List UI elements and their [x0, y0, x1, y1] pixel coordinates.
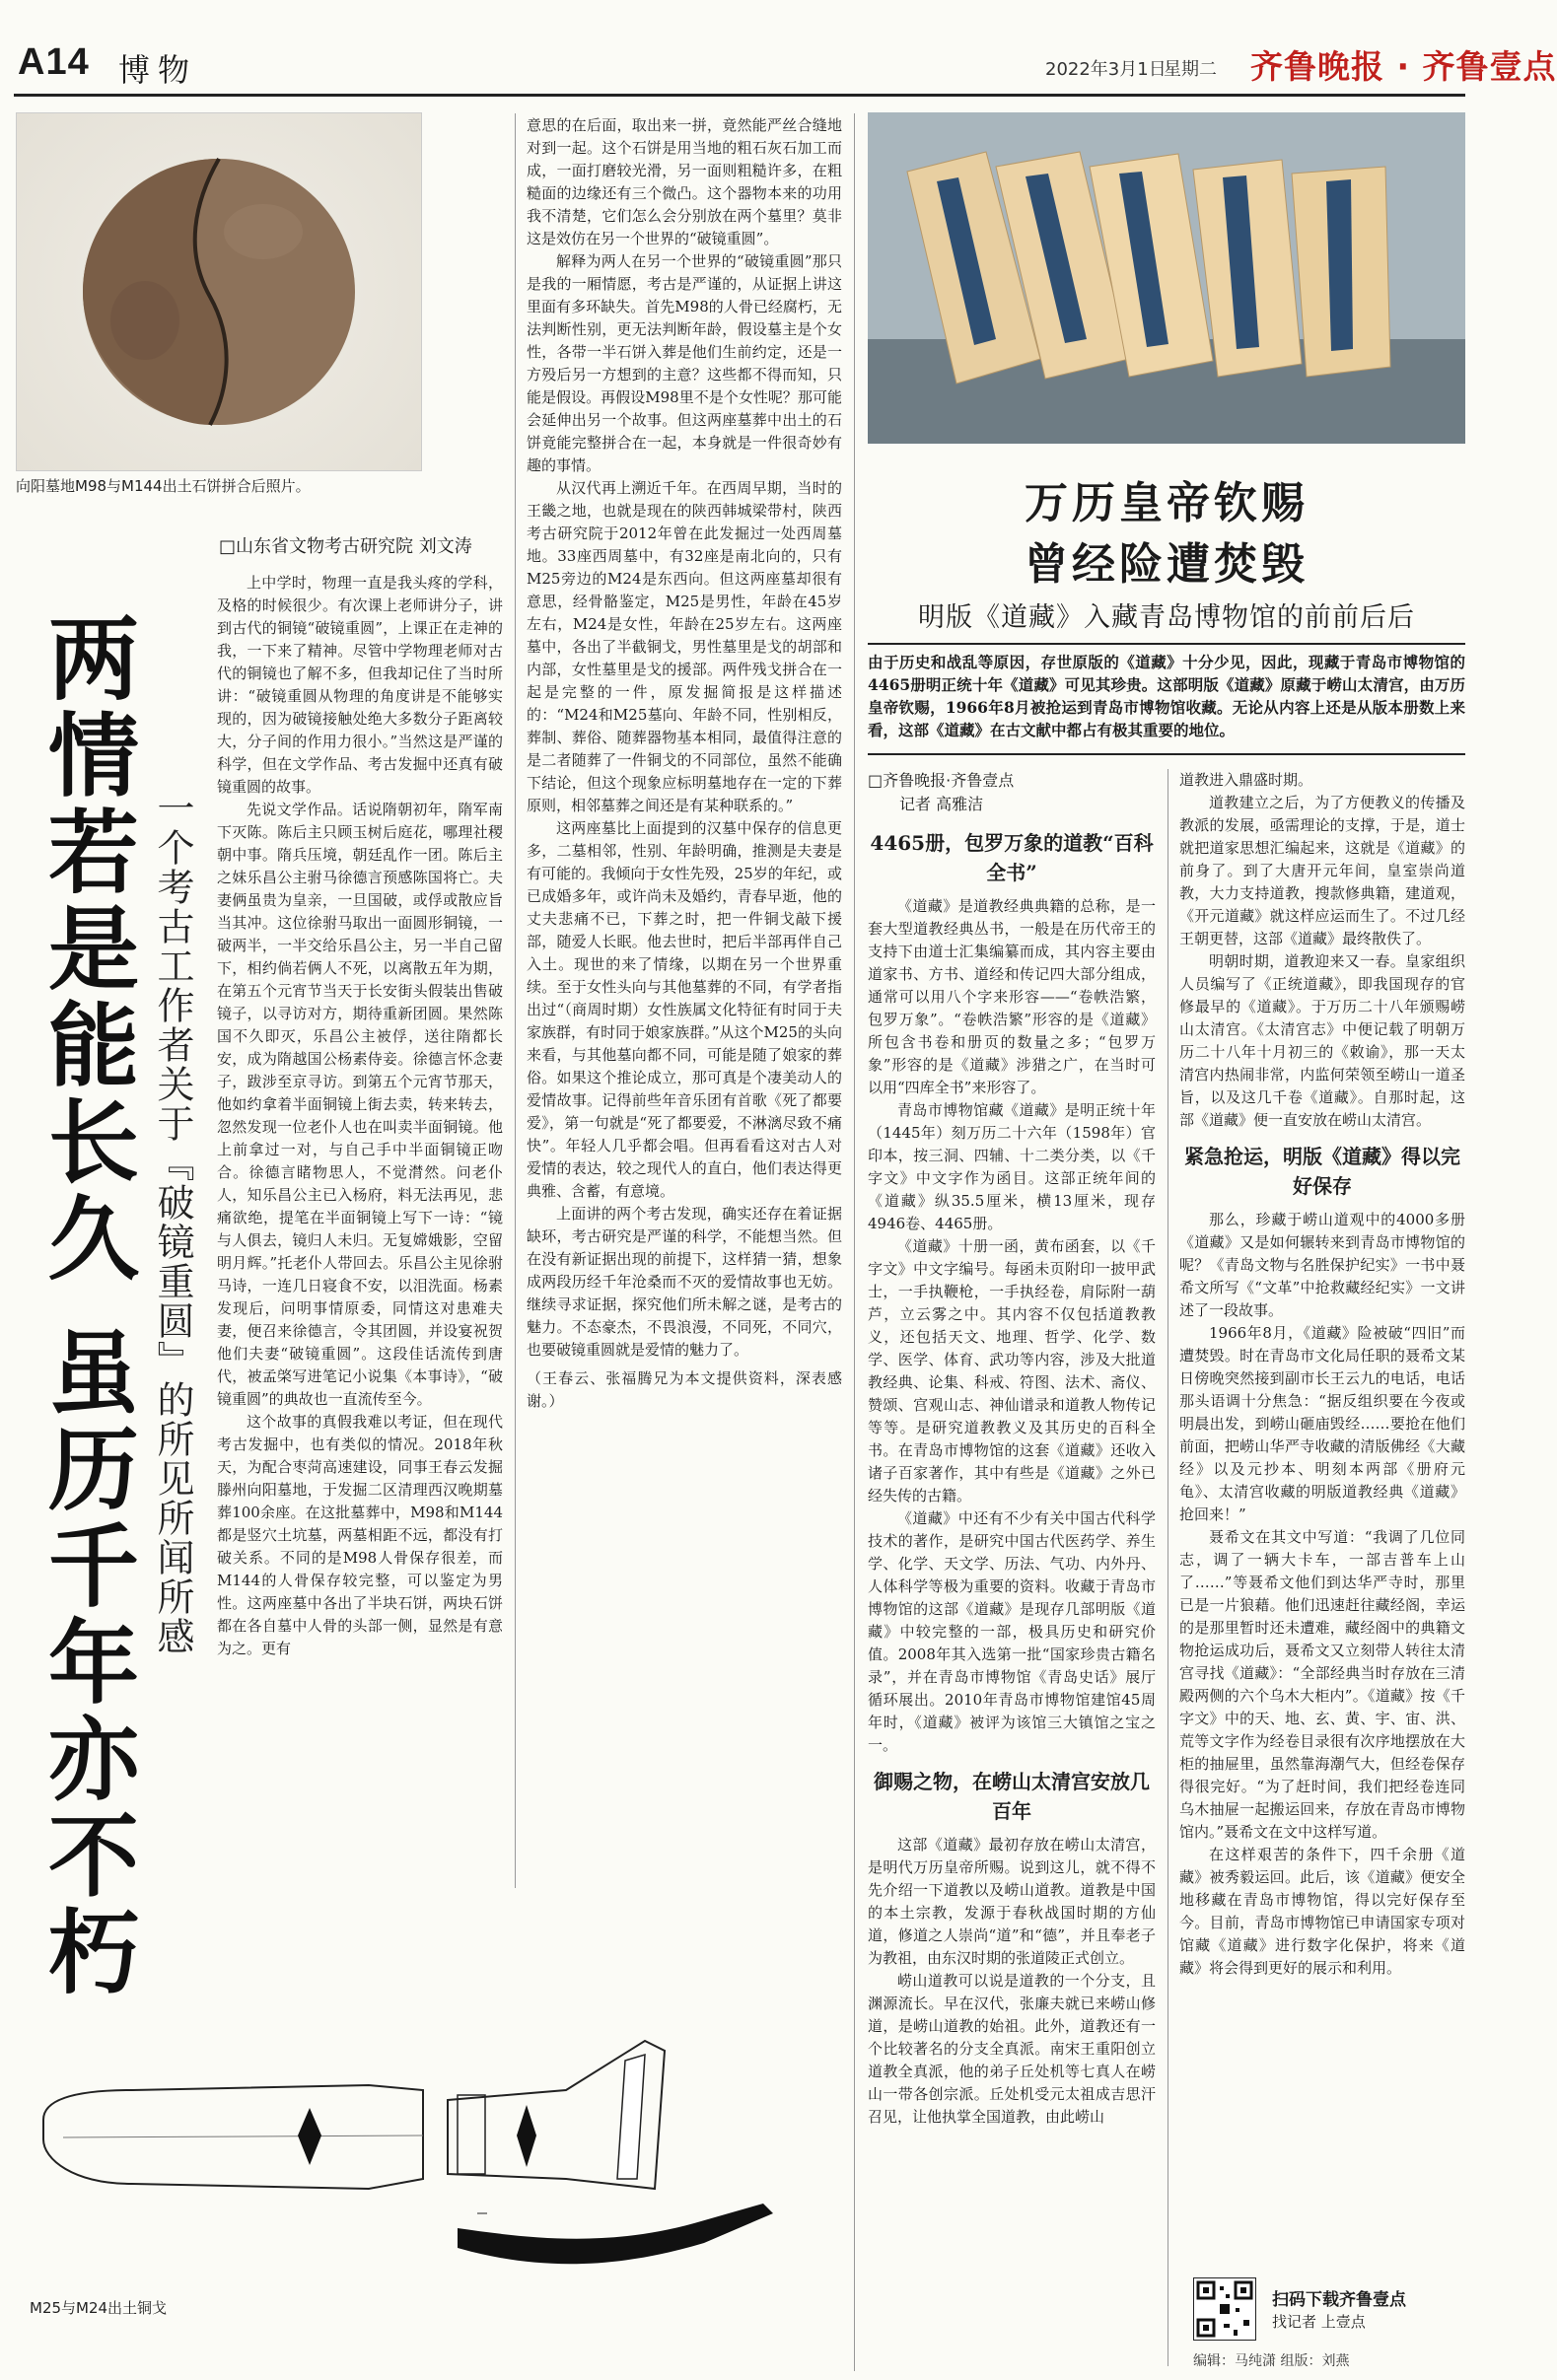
stone-cake-caption: 向阳墓地M98与M144出土石饼拼合后照片。 [16, 477, 311, 495]
editor-credit: 编辑：马纯潇 组版：刘燕 [1193, 2353, 1350, 2369]
paragraph: 《道藏》中还有不少有关中国古代科学技术的著作，是研究中国古代医药学、养生学、化学、天文学、历法、气功、内外丹、人体科学等极为重要的资料。收藏于青岛市博物馆的这部《道藏》是现存几部明版《道藏》中较完整的一部，极具历史和研究价值。2008年其入选第一批“国家珍贵古籍名录”，并在青岛市博物馆《青岛史话》展厅循环展出。2010年青岛市博物馆建馆45周年时，《道藏》被评为该馆三大镇馆之宝之一。 [868, 1509, 1156, 1754]
daozang-books-illustration [868, 112, 1465, 444]
intro-rule-top [868, 643, 1465, 645]
qr-code[interactable] [1193, 2277, 1256, 2341]
subheading: 御赐之物，在崂山太清宫安放几百年 [874, 1770, 1150, 1823]
subheading: 4465册，包罗万象的道教“百科全书” [870, 831, 1154, 884]
paragraph: 从汉代再上溯近千年。在西周早期，当时的王畿之地，也就是现在的陕西韩城梁带村，陕西考古研究院于2012年曾在此发掘过一处西周墓地。33座西周墓中，有32座是南北向的，只有M25旁边的M24是东西向。但这两座墓却很有意思，经骨骼鉴定，M25是男性，年龄在45岁左右，M24是女性，年龄在25岁左右。这两座墓中，各出了半截铜戈，男性墓里是戈的胡部和内部，女性墓里是戈的援部。两件残戈拼合在一起是完整的一件，原发掘简报是这样描述的：“M24和M25墓向、年龄不同，性别相反，葬制、葬俗、随葬器物基本相同，最值得注意的是二者随葬了一件铜戈的不同部位，虽然不能确下结论，但这个现象应标明墓地存在一定的下葬原则，相邻墓葬之间还是有某种联系的。” [527, 479, 842, 814]
paragraph: 崂山道教可以说是道教的一个分支，且渊源流长。早在汉代，张廉夫就已来崂山修道，是崂山道教的始祖。此外，道教还有一个比较著名的分支全真派。南宋王重阳创立道教全真派，他的弟子丘处机等七真人在崂山一带各创宗派。丘处机受元太祖成吉思汗召见，让他执掌全国道教，由此崂山 [868, 1972, 1156, 2126]
article-right-headline [868, 473, 1465, 595]
article-left-column-1 [217, 572, 503, 1893]
paragraph: 那么，珍藏于崂山道观中的4000多册《道藏》又是如何辗转来到青岛市博物馆的呢？《青岛文物与名胜保护纪实》一书中聂希文所写《“文革”中抢救藏经纪实》一文讲述了一段故事。 [1179, 1211, 1465, 1319]
stone-cake-photo [16, 112, 422, 471]
qr-reporter-text: 找记者 上壹点 [1272, 2313, 1366, 2331]
article-right-byline [868, 769, 1014, 816]
byline-outlet: □齐鲁晚报·齐鲁壹点 [868, 771, 1015, 790]
brand-logo: 齐鲁晚报 · 齐鲁壹点 [1250, 47, 1557, 86]
paragraph: 道教建立之后，为了方便教义的传播及教派的发展，亟需理论的支撑，于是，道士就把道家思想汇编起来，这就是《道藏》的前身了。到了大唐开元年间，皇室崇尚道教，大力支持道教，搜款修典籍，建道观，《开元道藏》就这样应运而生了。不过几经王朝更替，这部《道藏》最终散佚了。 [1179, 794, 1465, 947]
bronze-ge-caption: M25与M24出土铜戈 [30, 2299, 168, 2317]
article-left-column-2 [527, 114, 842, 1889]
bronze-ge-drawing [14, 1992, 862, 2317]
qr-download-text: 扫码下载齐鲁壹点 [1272, 2290, 1406, 2310]
qr-code-icon [1194, 2278, 1255, 2340]
intro-rule-bottom [868, 753, 1465, 755]
article-left-byline: □山东省文物考古研究院 刘文涛 [219, 536, 472, 557]
section-name: 博物 [118, 51, 198, 89]
paragraph: 上中学时，物理一直是我头疼的学科，及格的时候很少。有次课上老师讲分子，讲到古代的铜镜“破镜重圆”，上课正在走神的我，一下来了精神。尽管中学物理老师对古代的铜镜也了解不多，但我却记住了当时所讲：“破镜重圆从物理的角度讲是不能够实现的，因为破镜接触处绝大多数分子距离较大，分子间的作用力很小。”当然这是严谨的科学，但在文学作品、考古发掘中还真有破镜重圆的故事。 [217, 574, 503, 796]
paragraph: 1966年8月，《道藏》险被破“四旧”而遭焚毁。时在青岛市文化局任职的聂希文某日傍晚突然接到副市长王云九的电话，电话那头语调十分焦急：“据反组织要在今夜或明晨出发，到崂山砸庙毁经……要抢在他们前面，把崂山华严寺收藏的清版佛经《大藏经》以及元抄本、明刻本两部《册府元龟》、太清宫收藏的明版道教经典《道藏》抢回来！” [1179, 1324, 1465, 1523]
paragraph: 这个故事的真假我难以考证，但在现代考古发掘中，也有类似的情况。2018年秋天，为配合枣菏高速建设，同事王春云发掘滕州向阳墓地，于发掘二区清理西汉晚期墓葬100余座。在这批墓葬中，M98和M144都是竖穴土坑墓，两墓相距不远，都没有打破关系。不同的是M98人骨保存很差，而M144的人骨保存较完整，可以鉴定为男性。这两座墓中各出了半块石饼，两块石饼都在各自墓中人骨的头部一侧，显然是有意为之。更有 [217, 1413, 503, 1657]
masthead-rule [14, 94, 1465, 97]
article-left-headline: 两情若是能长久 虽历千年亦不朽 [34, 611, 140, 2002]
headline-line-2: 曾经险遭焚毁 [1025, 539, 1309, 590]
bronze-ge-illustration [14, 1992, 862, 2297]
stone-cake-illustration [17, 113, 421, 470]
paragraph: 青岛市博物馆藏《道藏》是明正统十年（1445年）刻万历二十六年（1598年）官印本，按三洞、四辅、十二类分类，以《千字文》中文字作为函目。这部正统年间的《道藏》纵35.5厘米，横13厘米，现存4946卷、4465册。 [868, 1101, 1156, 1232]
column-divider [515, 113, 516, 1888]
paragraph: 《道藏》十册一函，黄布函套，以《千字文》中文字编号。每函未页附印一披甲武士，一手执鞭枪，一手执经卷，肩际附一葫芦，立云雾之中。其内容不仅包括道教教义，还包括天文、地理、哲学、化学、数学、医学、体育、武功等内容，涉及大批道教经典、论集、科戒、符图、法术、斋仪、赞颂、宫观山志、神仙谱录和道教人物传记等等。是研究道教教义及其历史的百科全书。在青岛市博物馆的这套《道藏》还收入诸子百家著作，其中有些是《道藏》之外已经失传的古籍。 [868, 1237, 1156, 1505]
article-right-column-2 [1179, 769, 1465, 2268]
page-number: A14 [18, 41, 90, 83]
paragraph: 《道藏》是道教经典典籍的总称，是一套大型道教经典丛书，一般是在历代帝王的支持下由道士汇集编纂而成，其内容主要由道家书、方书、道经和传记四大部分组成，通常可以用八个字来形容——“卷帙浩繁，包罗万象”。“卷帙浩繁”形容的是《道藏》所包含书卷和册页的数量之多；“包罗万象”形容的是《道藏》涉猎之广，在当时可以用“四库全书”来形容了。 [868, 897, 1156, 1096]
article-left-subhead: 一个考古工作者关于『破镜重圆』的所见所闻所感 [151, 789, 194, 1656]
paragraph: 上面讲的两个考古发现，确实还存在着证据缺环，考古研究是严谨的科学，不能想当然。但在没有新证据出现的前提下，这样猜一猜，想象成两段历经千年沧桑而不灭的爱情故事也无妨。继续寻求证据，探究他们所未解之谜，是考古的魅力。不态豪杰，不畏浪漫，不同死，不同穴，也要破镜重圆就是爱情的魅力了。 [527, 1205, 842, 1359]
paragraph: 这两座墓比上面提到的汉墓中保存的信息更多，二墓相邻，性别、年龄明确，推测是夫妻是有可能的。我倾向于女性先殁，25岁的年纪，或已成婚多年，或许尚未及婚约，青春早逝，他的丈夫悲痛不已，下葬之时，把一件铜戈敲下援部，随爱人长眠。他去世时，把后半部再伴自己入土。现世的来了情缘，以期在另一个世界重续。至于女性头向与其他墓葬的不同，有学者指出过“（商周时期）女性族属文化特征有时同于夫家族群，有时同于娘家族群。”从这个M25的头向来看，与其他墓向都不同，可能是随了娘家的葬俗。如果这个推论成立，那可真是个凄美动人的爱情故事。记得前些年音乐团有首歌《死了都要爱》，第一句就是“死了都要爱，不淋漓尽致不痛快”。年轻人几乎都会唱。但再看看这对古人对爱情的表达，较之现代人的直白，他们表达得更典雅、含蓄，有意境。 [527, 819, 842, 1200]
headline-line-1: 万历皇帝钦赐 [1025, 478, 1309, 528]
paragraph: 解释为两人在另一个世界的“破镜重圆”那只是我的一厢情愿，考古是严谨的，从证据上讲这里面有多环缺失。首先M98的人骨已经腐朽，无法判断性别，更无法判断年龄，假设墓主是个女性，各带一半石饼入葬是他们生前约定，还是一方殁后另一方想到的主意？这些都不得而知，只能是假设。再假设M98里不是个女性呢？那可能会延伸出另一个故事。但这两座墓葬中出土的石饼竟能完整拼合在一起，本身就是一件很奇妙有趣的事情。 [527, 252, 842, 474]
byline-reporter: 记者 高雅洁 [899, 795, 984, 813]
article-right-column-1 [868, 818, 1156, 2376]
issue-weekday: 星期二 [1164, 59, 1217, 80]
paragraph: 在这样艰苦的条件下，四千余册《道藏》被秀毅运回。此后，该《道藏》便安全地移藏在青岛市博物馆，得以完好保存至今。目前，青岛市博物馆已申请国家专项对馆藏《道藏》进行数字化保护，将来《道藏》将会得到更好的展示和利用。 [1179, 1846, 1465, 1977]
paragraph: 先说文学作品。话说隋朝初年，隋军南下灭陈。陈后主只顾玉树后庭花，哪理社稷朝中事。隋兵压境，朝廷乱作一团。陈后主之妹乐昌公主驸马徐德言预感陈国将亡。夫妻俩虽贵为皇亲，一旦国破，或俘或散应旨当其冲。这位徐驸马取出一面圆形铜镜，一破两半，一半交给乐昌公主，另一半自己留下，相约倘若俩人不死，以离散五年为期，在第五个元宵节当天于长安街头假装出售破镜子，以寻访对方，期待重新团圆。果然陈国不久即灭，乐昌公主被俘，送往隋都长安，成为隋越国公杨素侍妾。徐德言怀念妻子，跋涉至京寻访。到第五个元宵节那天，他如约拿着半面铜镜上街去卖，转来转去，忽然发现一位老仆人也在叫卖半面铜镜。他上前拿过一对，与自己手中半面铜镜正吻合。徐德言睹物思人，不觉潸然。问老仆人，知乐昌公主已入杨府，料无法再见，悲痛欲绝，提笔在半面铜镜上写下一诗：“镜与人俱去，镜归人未归。无复嫦娥影，空留明月辉。”托老仆人带回去。乐昌公主见徐驸马诗，一连几日寝食不安，以泪洗面。杨素发现后，问明事情原委，同情这对患难夫妻，便召来徐德言，令其团圆，并设宴祝贺他们夫妻“破镜重圆”。这段佳话流传到唐代，被孟棨写进笔记小说集《本事诗》，“破镜重圆”的典故也一直流传至今。 [217, 801, 503, 1408]
paragraph: 这部《道藏》最初存放在崂山太清宫，是明代万历皇帝所赐。说到这儿，就不得不先介绍一下道教以及崂山道教。道教是中国的本土宗教，发源于春秋战国时期的方仙道，修道之人崇尚“道”和“德”，并且奉老子为教祖，由东汉时期的张道陵正式创立。 [868, 1836, 1156, 1967]
paragraph: 道教进入鼎盛时期。 [1179, 771, 1313, 789]
daozang-books-photo [868, 112, 1465, 444]
issue-date: 2022年3月1日 [1045, 59, 1167, 80]
article-right-deck: 明版《道藏》入藏青岛博物馆的前前后后 [918, 602, 1415, 633]
paragraph: 意思的在后面，取出来一拼，竟然能严丝合缝地对到一起。这个石饼是用当地的粗石灰石加工而成，一面打磨较光滑，另一面则粗糙许多，在粗糙面的边缘还有三个微凸。这个器物本来的功用我不清楚，它们怎么会分别放在两个墓里？莫非这是效仿在另一个世界的“破镜重圆”。 [527, 116, 842, 247]
paragraph: 明朝时期，道教迎来又一春。皇家组织人员编写了《正统道藏》，即我国现存的官修最早的《道藏》。于万历二十八年颁赐崂山太清宫。《太清宫志》中便记载了明朝万历二十八年十月初三的《敕谕》，那一天太清宫内热闹非常，内监何荣领至崂山一道圣旨，以及这几千卷《道藏》。自那时起，这部《道藏》便一直安放在崂山太清宫。 [1179, 952, 1465, 1129]
subheading: 紧急抢运，明版《道藏》得以完好保存 [1184, 1145, 1460, 1198]
article-right-intro: 由于历史和战乱等原因，存世原版的《道藏》十分少见，因此，现藏于青岛市博物馆的4465册明正统十年《道藏》可见其珍贵。这部明版《道藏》原藏于崂山太清宫，由万历皇帝钦赐，1966年8月被抢运到青岛市博物馆收藏。无论从内容上还是从版本册数上来看，这部《道藏》在古文献中都占有极其重要的地位。 [868, 653, 1465, 739]
article-left-credit: （王春云、张福腾兄为本文提供资料，深表感谢。） [527, 1369, 842, 1410]
paragraph: 聂希文在其文中写道：“我调了几位同志，调了一辆大卡车，一部吉普车上山了……”等聂希文他们到达华严寺时，那里已是一片狼藉。他们迅速赶往藏经阁，幸运的是那里暂时还未遭难，藏经阁中的典籍文物抢运成功后，聂希文又立刻带人转往太清宫寻找《道藏》：“全部经典当时存放在三清殿两侧的六个乌木大柜内”。《道藏》按《千字文》中的天、地、玄、黄、宇、宙、洪、荒等文字作为经卷目录很有次序地摆放在大柜的抽屉里，虽然靠海潮气大，但经卷保存得很完好。“为了赶时间，我们把经卷连同乌木抽屉一起搬运回来，存放在青岛市博物馆内。”聂希文在文中这样写道。 [1179, 1528, 1465, 1841]
